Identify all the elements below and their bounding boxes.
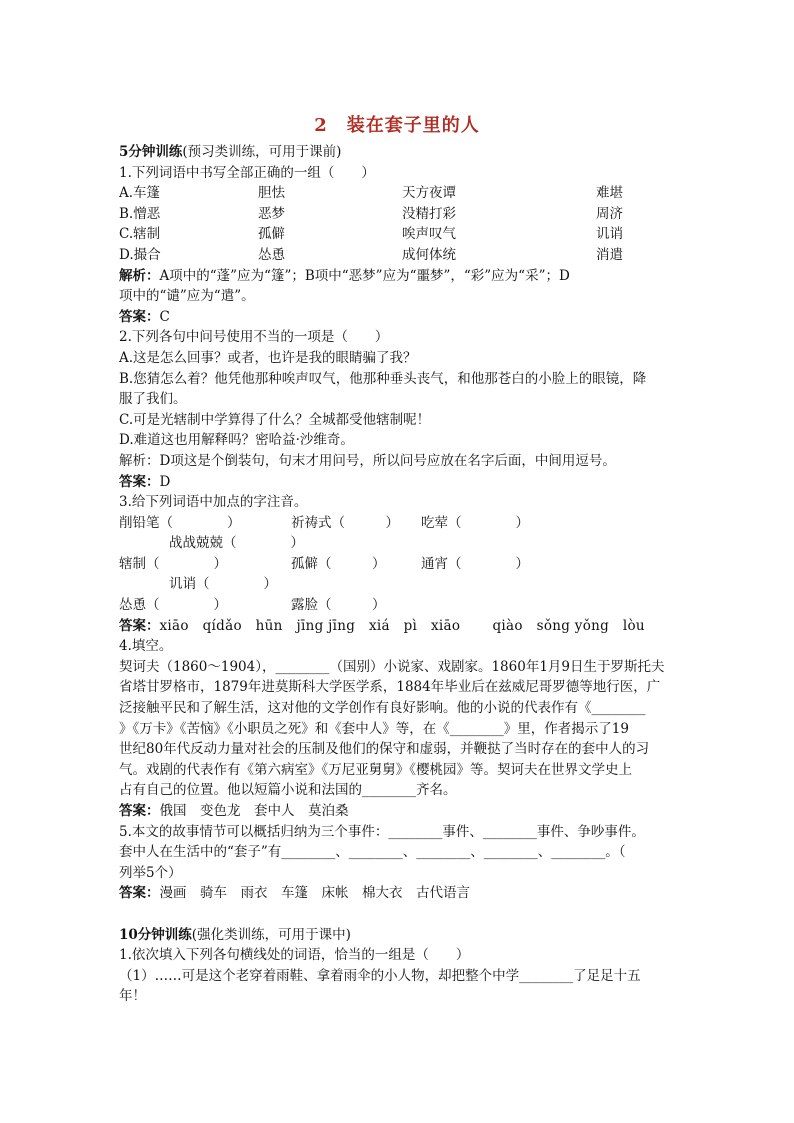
question-4-text-line: 世纪80年代反动力量对社会的压制及他们的保守和虚弱，并鞭挞了当时存在的套中人的习 — [119, 741, 650, 758]
analysis-text: A项中的“蓬”应为“篷”；B项中“恶梦”应为“噩梦”，“彩”应为“采”；D — [159, 267, 570, 284]
question-3-stem: 3.给下列词语中加点的字注音。 — [119, 494, 308, 511]
option-cell: 天方夜谭 — [402, 185, 456, 202]
pinyin-item: 怂恿（ ） — [119, 597, 227, 614]
question-2-answer — [119, 472, 679, 493]
pinyin-item: 讥诮（ ） — [169, 576, 277, 593]
analysis-label: 解析： — [119, 267, 160, 284]
question-2-option-b-cont: 服了我们。 — [119, 391, 187, 408]
question-4-text-line: 泛接触平民和了解生活，这对他的文学创作有良好影响。他的小说的代表作有《________ — [119, 700, 646, 717]
section-heading-note: (强化类训练，可用于课中) — [191, 926, 351, 943]
pinyin-item: 吃荤（ ） — [421, 514, 529, 531]
question-2-option-d: D.难道这也用解释吗？密哈益·沙维奇。 — [119, 432, 354, 449]
question-6-text-line: 年！ — [119, 988, 146, 1005]
question-6-text-line: （1）……可是这个老穿着雨鞋、拿着雨伞的小人物，却把整个中学________了足足十五 — [119, 967, 641, 984]
option-cell: 唉声叹气 — [402, 226, 456, 243]
section-heading-label: 10分钟训练 — [119, 926, 192, 943]
option-cell: B.憎恶 — [119, 205, 161, 222]
question-4-answer — [119, 801, 679, 822]
pinyin-row-5 — [119, 595, 679, 616]
answer-label: 答案： — [119, 803, 160, 819]
answer-text: 俄国 变色龙 套中人 莫泊桑 — [159, 803, 349, 819]
pinyin-row-3 — [119, 554, 679, 575]
option-row-b — [119, 204, 679, 225]
answer-text: xiāo qídǎo hūn jīng jīng xiá pì xiāo qiào sǒng yǒng lòu — [159, 617, 645, 634]
pinyin-row-2 — [119, 533, 679, 554]
question-4-text-line: 》《万卡》《苦恼》《小职员之死》和《套中人》等，在《________》里，作者揭示了19 — [119, 720, 629, 737]
pinyin-item: 祈祷式（ ） — [291, 514, 399, 531]
option-cell: 讥诮 — [596, 226, 623, 243]
answer-text: 漫画 骑车 雨衣 车篷 床帐 棉大衣 古代语言 — [159, 885, 470, 902]
analysis-label: 解析： — [119, 452, 160, 469]
option-cell: C.辖制 — [119, 226, 161, 243]
option-cell: 孤僻 — [258, 226, 285, 243]
question-5-answer — [119, 883, 679, 904]
option-cell: 难堪 — [596, 185, 623, 202]
analysis-text: D项这是个倒装句，句末才用问号，所以问号应放在名字后面，中间用逗号。 — [159, 452, 616, 469]
question-2-option-b: B.您猜怎么着？他凭他那种唉声叹气，他那种垂头丧气，和他那苍白的小脸上的眼镜，降 — [119, 370, 647, 387]
pinyin-row-4 — [119, 574, 679, 595]
question-2-option-a: A.这是怎么回事？或者，也许是我的眼睛骗了我？ — [119, 349, 417, 366]
section-heading-5min — [119, 142, 679, 163]
question-4-text-line: 契诃夫（1860～1904），________（国别）小说家、戏剧家。1860年1月9日生于罗斯托夫 — [119, 658, 665, 675]
question-5-text-line: 套中人在生活中的“套子”有________、________、________、________、________。（ — [119, 844, 626, 861]
option-cell: 周济 — [596, 205, 623, 222]
question-6-stem: 1.依次填入下列各句横线处的词语，恰当的一组是（ ） — [119, 947, 470, 964]
answer-label: 答案： — [119, 885, 160, 902]
option-cell: 怂恿 — [258, 246, 285, 263]
answer-label: 答案： — [119, 473, 160, 490]
option-row-a — [119, 183, 679, 204]
question-3-answer — [119, 616, 679, 637]
option-cell: A.车篷 — [119, 185, 161, 202]
question-1-answer — [119, 307, 679, 328]
option-cell: 没精打彩 — [402, 205, 456, 222]
pinyin-item: 削铅笔（ ） — [119, 514, 241, 531]
pinyin-row-1 — [119, 513, 679, 534]
question-2-stem: 2.下列各句中问号使用不当的一项是（ ） — [119, 329, 389, 346]
pinyin-item: 孤僻（ ） — [291, 555, 386, 572]
question-1-analysis-cont: 项中的“谴”应为“遣”。 — [119, 288, 255, 305]
option-cell: D.撮合 — [119, 246, 161, 263]
option-cell: 恶梦 — [258, 205, 285, 222]
option-cell: 胆怯 — [258, 185, 285, 202]
option-row-c — [119, 224, 679, 245]
question-5-stem: 5.本文的故事情节可以概括归纳为三个事件：________事件、________事件、争吵事件。 — [119, 823, 645, 840]
document-body — [119, 142, 679, 1007]
answer-label: 答案： — [119, 617, 160, 634]
pinyin-item: 通宵（ ） — [421, 555, 529, 572]
section-heading-10min — [119, 925, 679, 946]
page-title: 2 装在套子里的人 — [314, 115, 480, 136]
option-cell: 成何体统 — [402, 246, 456, 263]
section-heading-note: (预习类训练，可用于课前) — [182, 144, 342, 160]
answer-text: D — [159, 473, 171, 490]
question-4-text-line: 气。戏剧的代表作有《第六病室》《万尼亚舅舅》《樱桃园》等。契诃夫在世界文学史上 — [119, 761, 632, 778]
option-row-d — [119, 245, 679, 266]
pinyin-item: 战战兢兢（ ） — [169, 535, 304, 552]
option-cell: 消遣 — [596, 246, 623, 263]
question-2-option-c: C.可是光辖制中学算得了什么？全城都受他辖制呢！ — [119, 411, 431, 428]
answer-text: C — [159, 308, 170, 325]
question-1-analysis — [119, 266, 679, 287]
section-heading-label: 5分钟训练 — [119, 144, 183, 160]
pinyin-item: 露脸（ ） — [291, 597, 386, 614]
question-4-text-line: 占有自己的位置。他以短篇小说和法国的________齐名。 — [119, 782, 457, 799]
pinyin-item: 辖制（ ） — [119, 555, 227, 572]
question-1-stem: 1.下列词语中书写全部正确的一组（ ） — [119, 164, 375, 181]
question-2-analysis — [119, 451, 679, 472]
question-4-stem: 4.填空。 — [119, 638, 173, 655]
answer-label: 答案： — [119, 308, 160, 325]
question-5-text-line: 列举5个） — [119, 864, 182, 881]
question-4-text-line: 省塔甘罗格市，1879年进莫斯科大学医学系，1884年毕业后在兹威尼哥罗德等地行医，广 — [119, 679, 661, 696]
spacer — [119, 904, 679, 925]
